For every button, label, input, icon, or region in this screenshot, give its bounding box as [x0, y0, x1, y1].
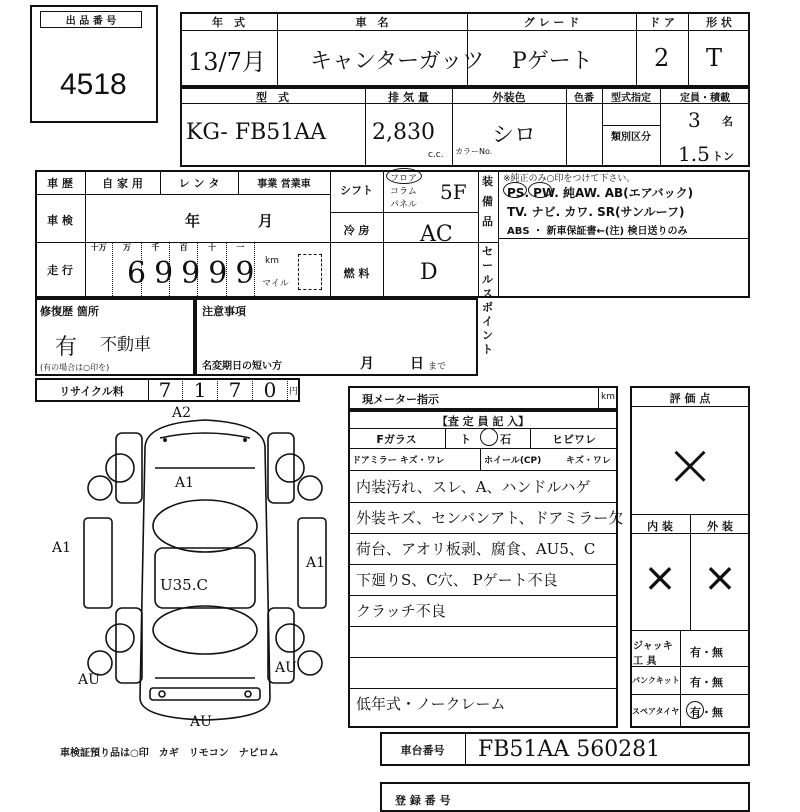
expiry-day: 日 [410, 356, 424, 372]
grade-value: Pゲート [512, 49, 593, 74]
inspection-label: 車 検 [47, 214, 73, 227]
year-value: 13/7月 [188, 48, 266, 76]
mileage-digit-head: 千 [142, 242, 170, 298]
expiry-label: 名変期日の短い方 [202, 361, 282, 372]
jack-label: ジャッキ工 具 [633, 641, 673, 667]
repair-label: 修復歴 箇所 [40, 305, 99, 318]
stone-circle [480, 428, 498, 446]
lot-number-value: 4518 [60, 68, 127, 101]
shift-panel: パネル [390, 200, 418, 210]
shape-value: T [706, 44, 723, 72]
remarks-line: 内装汚れ、スレ、A、ハンドルハゲ [356, 478, 591, 496]
fuel-label: 燃 料 [343, 267, 370, 280]
remarks-rule [348, 595, 618, 596]
capacity-value: 3 [688, 108, 701, 132]
doors-value: 2 [654, 44, 670, 72]
damage-mark-bottom: AU [190, 714, 212, 730]
remarks-line: 下廻りS、C穴、 Pゲート不良 [356, 571, 558, 589]
remarks-line: クラッチ不良 [356, 602, 446, 620]
exterior-score: × [703, 555, 737, 601]
exterior-color-label: 外装色 [492, 91, 526, 104]
year-label: 年 式 [212, 16, 245, 29]
shift-floor: フロア [390, 174, 418, 184]
mileage-digit-head: 一 [227, 242, 255, 298]
displacement-value: 2,830 [372, 120, 435, 145]
lot-number-label: 出 品 番 号 [40, 11, 142, 28]
load-unit: トン [712, 150, 734, 163]
displacement-unit: c.c. [428, 150, 444, 160]
mileage-digit-head: 十 [198, 242, 226, 298]
damage-mark-hood: A1 [175, 475, 195, 491]
mileage-label: 走 行 [47, 264, 73, 277]
repair-value: 有 [55, 335, 78, 360]
doors-label: ド ア [649, 16, 675, 29]
mirror-label: ドアミラー キズ・ワレ [352, 456, 445, 466]
inspection-month: 月 [258, 212, 274, 230]
remarks-rule [348, 564, 618, 565]
shift-floor-circle [386, 168, 422, 184]
vehicle-damage-diagram [70, 408, 340, 738]
recycle-digit: 0 [253, 378, 288, 402]
score-label: 評 価 点 [669, 392, 711, 405]
mileage-km-unit: km [265, 256, 279, 266]
puncture-kit-label: パンクキット [632, 676, 680, 685]
equipment-line-3: ABS ・ 新車保証書←(注) 検日送りのみ [507, 226, 688, 237]
remarks-rule [348, 688, 618, 689]
grade-label: グ レ ー ド [523, 16, 580, 29]
ps-circle [503, 182, 527, 198]
fglass-to: ト [460, 433, 471, 446]
wheel-damage: キズ・ワレ [566, 456, 611, 466]
inspector-title: 【査 定 員 記 入】 [436, 415, 530, 428]
capacity-label: 定員・積載 [680, 93, 730, 104]
mile-checkbox[interactable] [298, 254, 322, 290]
equipment-line-1: PS. PW. 純AW. AB(エアバック) [507, 186, 694, 200]
recycle-digits [148, 378, 288, 402]
exterior-label: 外 装 [707, 520, 733, 533]
damage-mark-top: A2 [172, 405, 192, 421]
spare-tire-value[interactable]: 有・無 [690, 706, 723, 719]
interior-label: 内 装 [647, 520, 673, 533]
remarks-line: 荷台、アオリ板剥、腐食、AU5、C [356, 540, 596, 558]
car-name-value: キャンターガッツ [310, 49, 485, 74]
fglass-label: Fガラス [376, 433, 417, 446]
diagram-footer: 車検証預り品は○印 カギ リモコン ナビロム [60, 748, 279, 759]
remarks-rule [348, 657, 618, 658]
damage-mark-bed: U35.C [160, 576, 208, 594]
inspection-year: 年 [185, 212, 201, 230]
mileage-digit-head: 十万 [85, 242, 113, 298]
chassis-label: 車台番号 [400, 744, 445, 757]
aircon-value: AC [420, 222, 453, 247]
recycle-digit: 7 [218, 378, 253, 402]
spare-tire-label: スペアタイヤ [632, 707, 680, 716]
car-name-label: 車 名 [355, 16, 389, 29]
damage-mark-bottom-left: AU [78, 672, 100, 688]
capacity-unit: 名 [722, 115, 733, 128]
remarks-rule [348, 626, 618, 627]
recycle-digit: 7 [148, 378, 183, 402]
puncture-kit-value[interactable]: 有・無 [690, 676, 723, 689]
equipment-line-2: TV. ナビ. カワ. SR(サンルーフ) [507, 205, 685, 219]
score-value: × [664, 430, 716, 500]
jack-value[interactable]: 有・無 [690, 646, 723, 659]
expiry-month: 月 [360, 356, 374, 372]
history-own-use: 自 家 用 [102, 177, 143, 190]
history-rental: レ ン タ [178, 177, 220, 190]
spare-circle [686, 701, 704, 719]
aircon-label: 冷 房 [343, 224, 370, 237]
equipment-label: 装備品 [482, 175, 493, 228]
repair-sub: (有の場合は○印を) [40, 363, 110, 372]
meter-label: 現メーター指示 [362, 393, 439, 406]
exterior-color-value: シロ [492, 123, 537, 148]
recycle-label: リサイクル料 [59, 385, 124, 398]
category-label: 類別区分 [611, 132, 651, 143]
remarks-line: 外装キズ、センバンアト、ドアミラー欠 [356, 509, 624, 527]
fglass-stone: 石 [500, 433, 511, 446]
shift-label: シフト [340, 184, 373, 197]
remarks-rule [348, 533, 618, 534]
equipment-note: ※純正のみ○印をつけて下さい。 [503, 174, 636, 184]
mileage-mile-unit: マイル [262, 279, 289, 289]
wheel-label: ホイール(CP) [484, 456, 542, 466]
type-designation-label: 型式指定 [611, 93, 651, 104]
sales-point-label: セールスポイント [482, 245, 493, 356]
repair-note: 不動車 [100, 335, 151, 355]
expiry-until: まで [428, 362, 447, 372]
registration-label: 登 録 番 号 [395, 794, 451, 807]
model-value: KG- FB51AA [186, 120, 327, 145]
model-label: 型 式 [256, 91, 289, 104]
notes-label: 注意事項 [202, 305, 246, 318]
shift-column: コラム [390, 187, 417, 197]
mileage-digit-head: 百 [170, 242, 198, 298]
fuel-value: D [420, 260, 438, 285]
recycle-unit: 円 [289, 387, 299, 397]
remarks-line: 低年式・ノークレーム [356, 695, 506, 713]
mileage-value: 69999 [127, 256, 263, 291]
fglass-crack: ヒビワレ [552, 433, 596, 446]
meter-unit: km [601, 392, 615, 402]
damage-mark-left: A1 [52, 540, 72, 556]
damage-mark-bottom-right: AU [275, 660, 297, 676]
remarks-rule [348, 502, 618, 503]
mileage-digit-head: 万 [113, 242, 141, 298]
recycle-digit: 1 [183, 378, 218, 402]
color-no-sub: カラーNo. [455, 147, 493, 156]
damage-mark-right: A1 [306, 555, 326, 571]
color-no-label: 色番 [574, 93, 594, 104]
interior-score: × [643, 555, 677, 601]
shift-value: 5F [440, 180, 467, 204]
displacement-label: 排 気 量 [388, 91, 429, 104]
history-title: 車 歴 [47, 177, 73, 190]
pw-circle [528, 182, 552, 198]
chassis-value: FB51AA 560281 [478, 737, 661, 762]
load-value: 1.5 [678, 142, 710, 166]
shape-label: 形 状 [706, 16, 732, 29]
history-business: 事業 営業車 [257, 179, 311, 190]
